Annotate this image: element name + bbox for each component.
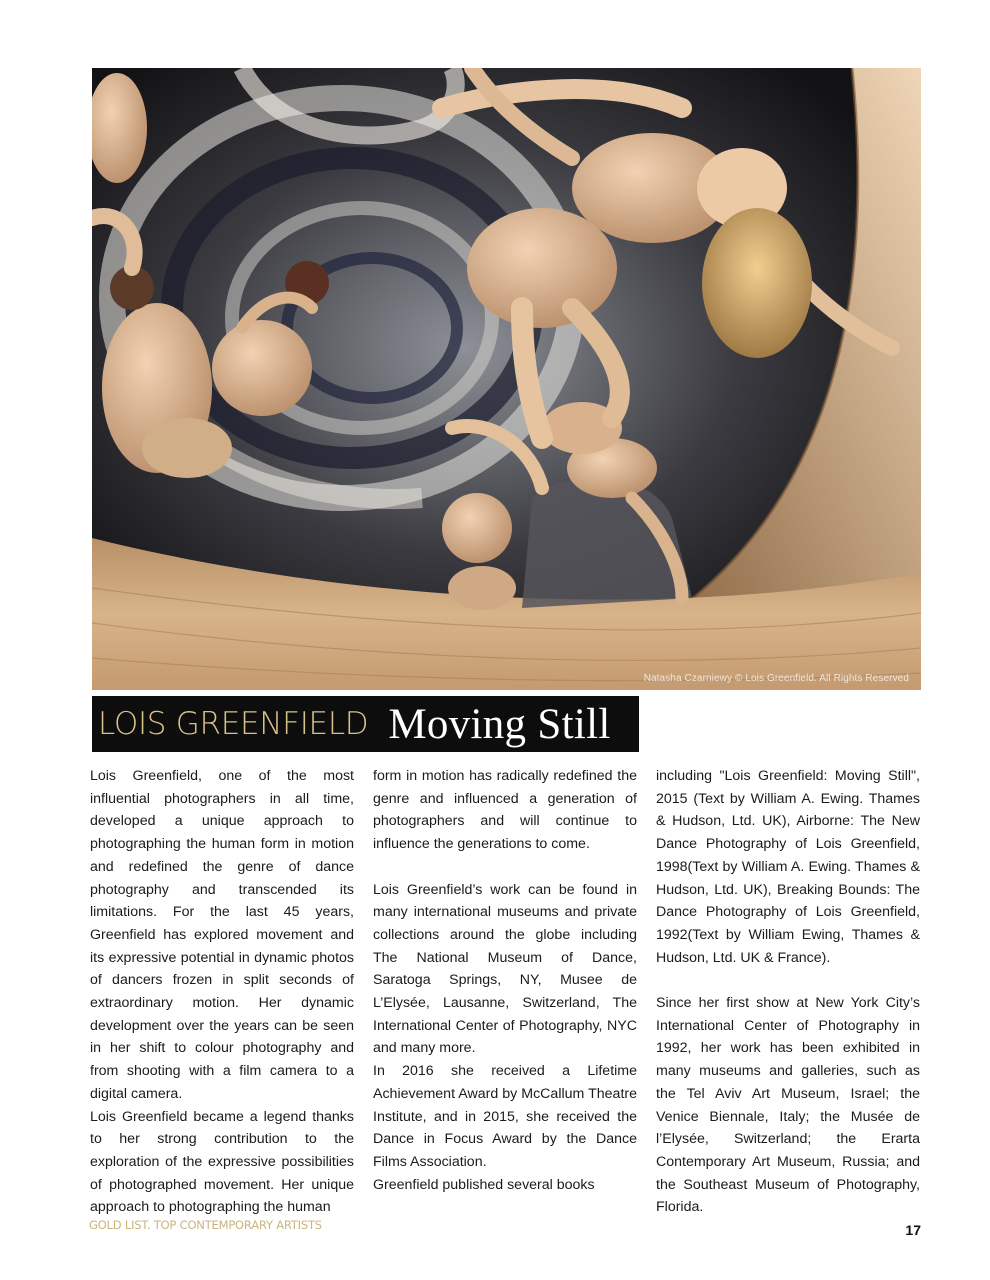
exhibition-title: Moving Still [388, 700, 611, 748]
footer-label: GOLD LIST. TOP CONTEMPORARY ARTISTS [89, 1218, 322, 1232]
article-column-1 [90, 765, 354, 1219]
title-band [92, 696, 639, 752]
hero-photo-illustration [92, 68, 921, 690]
paragraph: Since her first show at New York City’s International Center of Photography in 1992, her work has been exhibited in many museums and galleries, such as the Tel Aviv Art Museum, Israel; the Venice Biennale, Italy; the Musée de l’Elysée, Switzerland; the Erarta Contemporary Art Museum, Russia; and the Southeast Museum of Photography, Florida. [656, 995, 920, 1216]
photo-credit: Natasha Czarniewy © Lois Greenfield. All Rights Reserved [643, 673, 909, 684]
paragraph: form in motion has radically redefined the genre and influenced a generation of photographers and will continue to influence the generations to come. [373, 768, 637, 853]
hero-photo [92, 68, 921, 690]
paragraph: Greenfield published several books [373, 1176, 595, 1193]
paragraph: In 2016 she received a Lifetime Achievement Award by McCallum Theatre Institute, and in 2015, she received the Dance in Focus Award by the Dance Films Association. [373, 1063, 637, 1170]
paragraph: Lois Greenfield’s work can be found in many international museums and private collections around the globe including The National Museum of Dance, Saratoga Springs, NY, Musee de L’Elysée, Lausanne, Switzerland, The International Center of Photography, NYC and many more. [373, 881, 637, 1057]
page-number: 17 [905, 1222, 921, 1238]
paragraph: Lois Greenfield, one of the most influential photographers in all time, developed a unique approach to photographing the human form in motion and redefined the genre of dance photography and transcended its limitations. For the last 45 years, Greenfield has explored movement and its expressive potential in dynamic photos of dancers frozen in split seconds of extraordinary motion. Her dynamic development over the years can be seen in her shift to colour photography and from shooting with a film camera to a digital camera. [90, 768, 354, 1102]
artist-name: LOIS GREENFIELD [98, 706, 369, 742]
paragraph: Lois Greenfield became a legend thanks to her strong contribution to the exploration of the expressive possibilities of photographed movement. Her unique approach to photographing the human [90, 1108, 354, 1216]
article-column-3 [656, 765, 920, 1219]
article-column-2 [373, 765, 637, 1196]
paragraph: including "Lois Greenfield: Moving Still", 2015 (Text by William A. Ewing. Thames & Hudson, Ltd. UK), Airborne: The New Dance Photography of Lois Greenfield, 1998(Text by William A. Ewing. Thames & Hudson, Ltd. UK), Breaking Bounds: The Dance Photography of Lois Greenfield, 1992(Text by William Ewing, Thames & Hudson, Ltd. UK & France). [656, 768, 920, 966]
